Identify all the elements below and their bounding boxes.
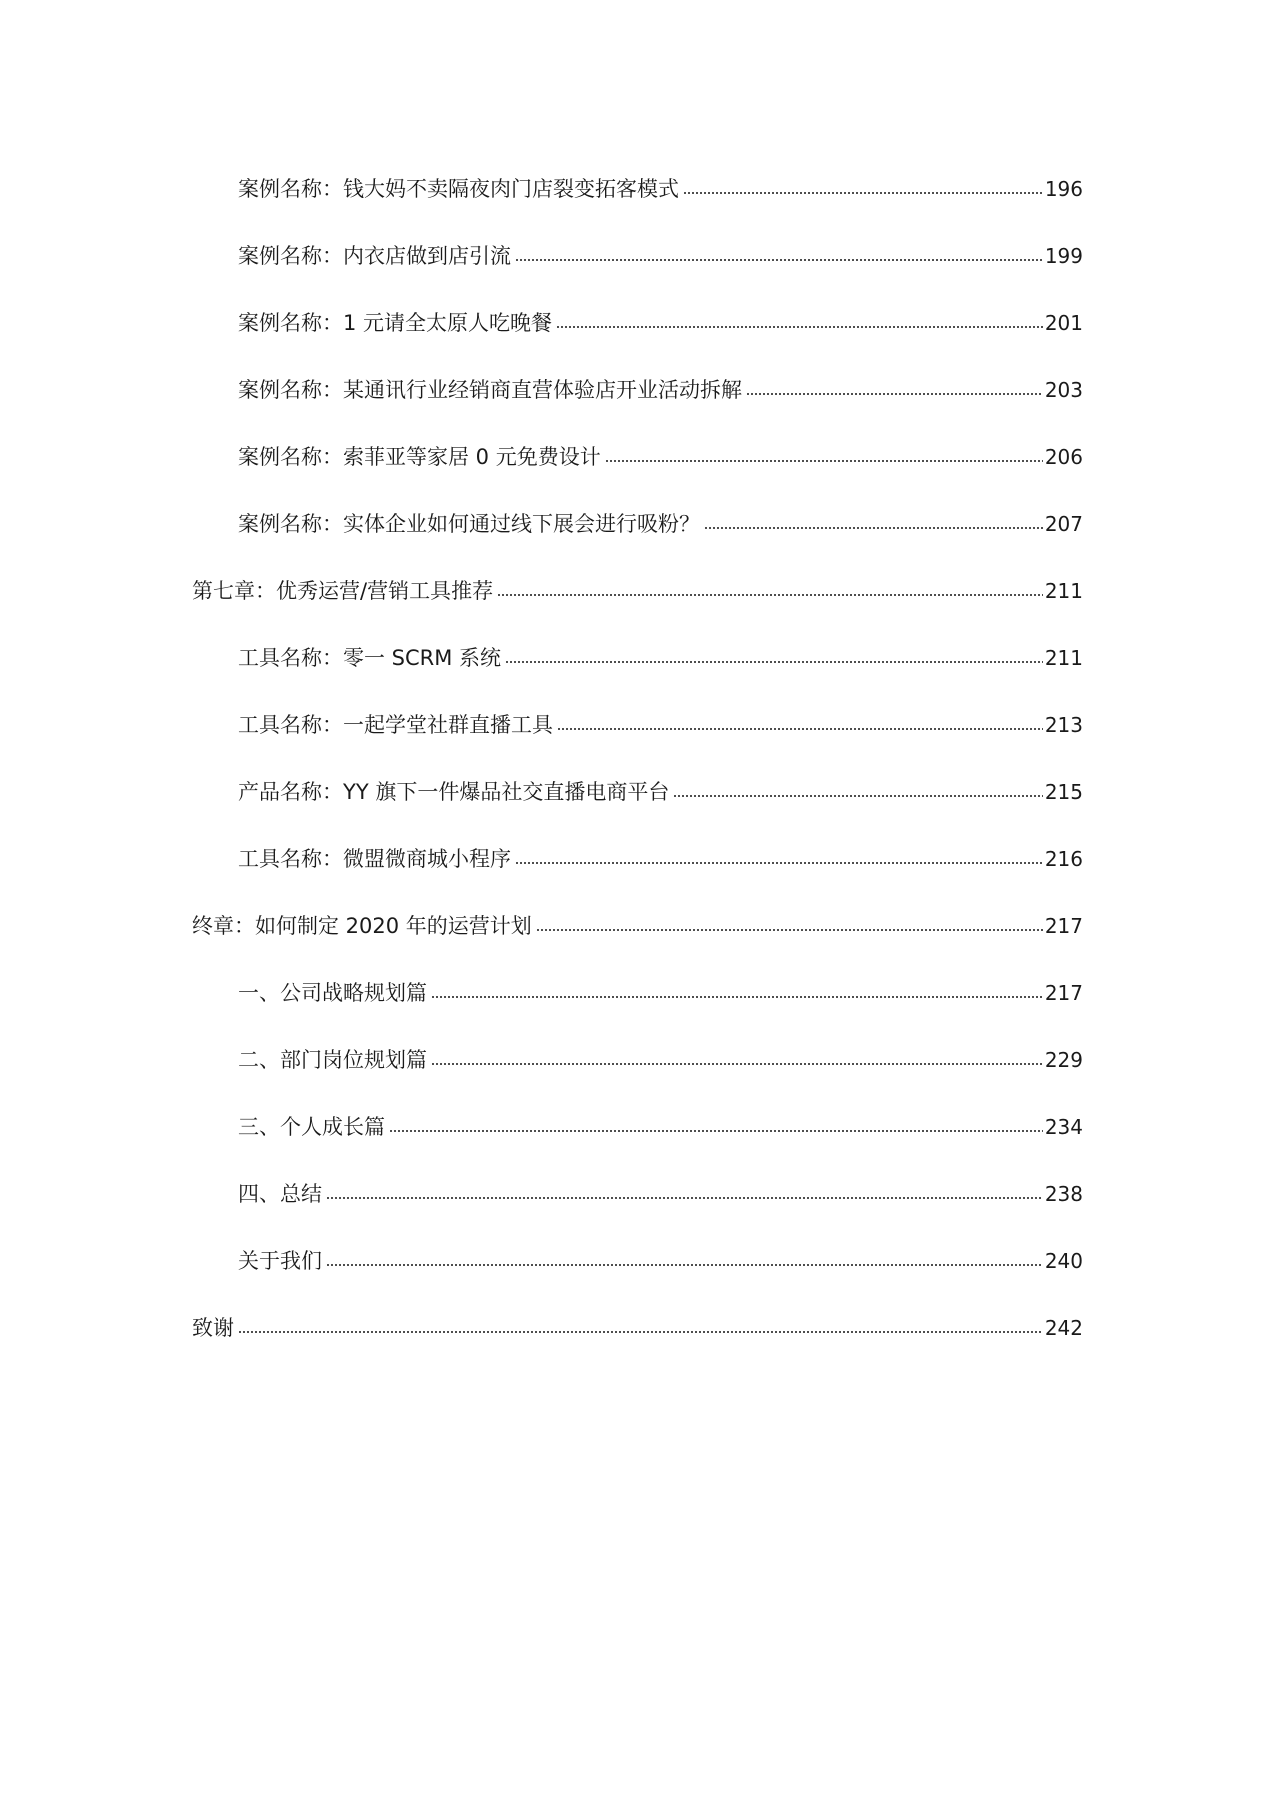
- toc-entry[interactable]: [238, 502, 1083, 538]
- toc-entry-page-number: 213: [1044, 713, 1083, 737]
- toc-entry-page-number: 217: [1044, 914, 1083, 938]
- toc-entry-page-number: 207: [1044, 512, 1083, 536]
- toc-chapter-entry[interactable]: [192, 569, 1083, 605]
- toc-entry-page-number: 238: [1044, 1182, 1083, 1206]
- dot-leader: [605, 458, 1043, 464]
- toc-entry-page-number: 196: [1044, 177, 1083, 201]
- toc-entry[interactable]: [238, 234, 1083, 270]
- dot-leader: [505, 659, 1043, 665]
- toc-entry-title: 案例名称：内衣店做到店引流: [238, 244, 511, 268]
- toc-entry-title: 关于我们: [238, 1249, 322, 1273]
- toc-entry-page-number: 211: [1044, 646, 1083, 670]
- dot-leader: [326, 1262, 1043, 1268]
- toc-entry[interactable]: [238, 636, 1083, 672]
- toc-entry-title: 案例名称：1 元请全太原人吃晚餐: [238, 311, 553, 335]
- toc-entry-page-number: 216: [1044, 847, 1083, 871]
- dot-leader: [515, 257, 1043, 263]
- toc-chapter-entry[interactable]: [192, 904, 1083, 940]
- dot-leader: [389, 1128, 1043, 1134]
- dot-leader: [704, 525, 1043, 531]
- toc-entry-title: 案例名称：索菲亚等家居 0 元免费设计: [238, 445, 601, 469]
- toc-entry-page-number: 201: [1044, 311, 1083, 335]
- toc-entry-title: 案例名称：实体企业如何通过线下展会进行吸粉？: [238, 512, 700, 536]
- toc-entry-title: 工具名称：零一 SCRM 系统: [238, 646, 502, 670]
- toc-entry-page-number: 203: [1044, 378, 1083, 402]
- toc-entry[interactable]: [238, 1105, 1083, 1141]
- dot-leader: [557, 726, 1043, 732]
- dot-leader: [673, 793, 1042, 799]
- dot-leader: [556, 324, 1043, 330]
- toc-entry[interactable]: [238, 435, 1083, 471]
- toc-entry-page-number: 217: [1044, 981, 1083, 1005]
- toc-entry[interactable]: [238, 971, 1083, 1007]
- toc-entry[interactable]: [238, 703, 1083, 739]
- toc-entry[interactable]: [238, 1239, 1083, 1275]
- toc-entry-title: 工具名称：微盟微商城小程序: [238, 847, 511, 871]
- toc-entry[interactable]: [238, 770, 1083, 806]
- toc-entry[interactable]: [238, 1038, 1083, 1074]
- dot-leader: [497, 592, 1043, 598]
- toc-entry[interactable]: [238, 167, 1083, 203]
- toc-entry-page-number: 240: [1044, 1249, 1083, 1273]
- toc-entry-title: 二、部门岗位规划篇: [238, 1048, 427, 1072]
- toc-entry-page-number: 242: [1044, 1316, 1083, 1340]
- dot-leader: [431, 1061, 1043, 1067]
- toc-entry-page-number: 211: [1044, 579, 1083, 603]
- toc-entry-page-number: 229: [1044, 1048, 1083, 1072]
- toc-entry-title: 致谢: [192, 1316, 234, 1340]
- toc-entry-title: 工具名称：一起学堂社群直播工具: [238, 713, 553, 737]
- toc-entry-page-number: 206: [1044, 445, 1083, 469]
- dot-leader: [746, 391, 1043, 397]
- dot-leader: [536, 927, 1043, 933]
- toc-entry-page-number: 215: [1044, 780, 1083, 804]
- dot-leader: [431, 994, 1043, 1000]
- toc-entry-title: 三、个人成长篇: [238, 1115, 385, 1139]
- toc-entry-page-number: 234: [1044, 1115, 1083, 1139]
- toc-entry-page-number: 199: [1044, 244, 1083, 268]
- toc-entry[interactable]: [238, 301, 1083, 337]
- dot-leader: [238, 1329, 1043, 1335]
- toc-entry[interactable]: [238, 837, 1083, 873]
- toc-entry-title: 案例名称：某通讯行业经销商直营体验店开业活动拆解: [238, 378, 742, 402]
- toc-entry-title: 案例名称：钱大妈不卖隔夜肉门店裂变拓客模式: [238, 177, 679, 201]
- toc-chapter-entry[interactable]: [192, 1306, 1083, 1342]
- toc-entry[interactable]: [238, 368, 1083, 404]
- toc-entry-title: 第七章：优秀运营/营销工具推荐: [192, 579, 494, 603]
- dot-leader: [515, 860, 1043, 866]
- toc-entry-title: 四、总结: [238, 1182, 322, 1206]
- toc-entry[interactable]: [238, 1172, 1083, 1208]
- toc-entry-title: 终章：如何制定 2020 年的运营计划: [192, 914, 532, 938]
- toc-entry-title: 一、公司战略规划篇: [238, 981, 427, 1005]
- dot-leader: [683, 190, 1043, 196]
- dot-leader: [326, 1195, 1043, 1201]
- toc-entry-title: 产品名称：YY 旗下一件爆品社交直播电商平台: [238, 780, 670, 804]
